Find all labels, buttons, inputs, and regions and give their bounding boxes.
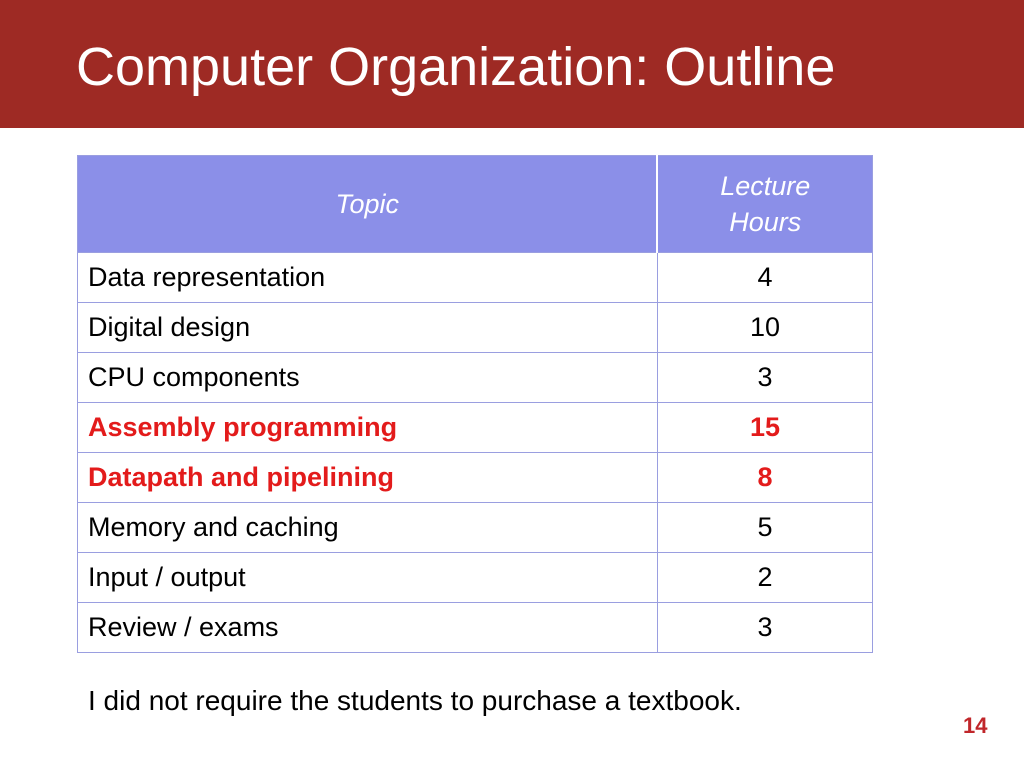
hours-cell: 5 (657, 503, 872, 553)
hours-cell: 2 (657, 553, 872, 603)
page-number: 14 (963, 713, 988, 738)
topic-cell: CPU components (78, 353, 658, 403)
topic-cell: Input / output (78, 553, 658, 603)
table-header-row (78, 156, 873, 253)
textbook-note: I did not require the students to purchase a textbook. (88, 685, 742, 716)
hours-cell: 8 (657, 453, 872, 503)
lecture-hours-header-line2: Hours (729, 207, 802, 237)
lecture-hours-header (657, 156, 872, 253)
title-bar (0, 0, 1024, 128)
table-row (78, 253, 873, 303)
topic-cell: Digital design (78, 303, 658, 353)
hours-cell: 10 (657, 303, 872, 353)
hours-cell: 15 (657, 403, 872, 453)
topic-cell: Assembly programming (78, 403, 658, 453)
table-row (78, 553, 873, 603)
topic-cell: Review / exams (78, 603, 658, 653)
hours-cell: 3 (657, 603, 872, 653)
outline-table (77, 155, 873, 653)
topic-cell: Memory and caching (78, 503, 658, 553)
topic-cell: Datapath and pipelining (78, 453, 658, 503)
hours-cell: 3 (657, 353, 872, 403)
slide-title: Computer Organization: Outline (76, 37, 836, 97)
hours-cell: 4 (657, 253, 872, 303)
table-row (78, 353, 873, 403)
topic-cell: Data representation (78, 253, 658, 303)
topic-header: Topic (78, 156, 658, 253)
table-row (78, 603, 873, 653)
table-row-highlighted (78, 403, 873, 453)
table-row (78, 303, 873, 353)
table-row-highlighted (78, 453, 873, 503)
table-row (78, 503, 873, 553)
lecture-hours-header-line1: Lecture (720, 171, 811, 201)
